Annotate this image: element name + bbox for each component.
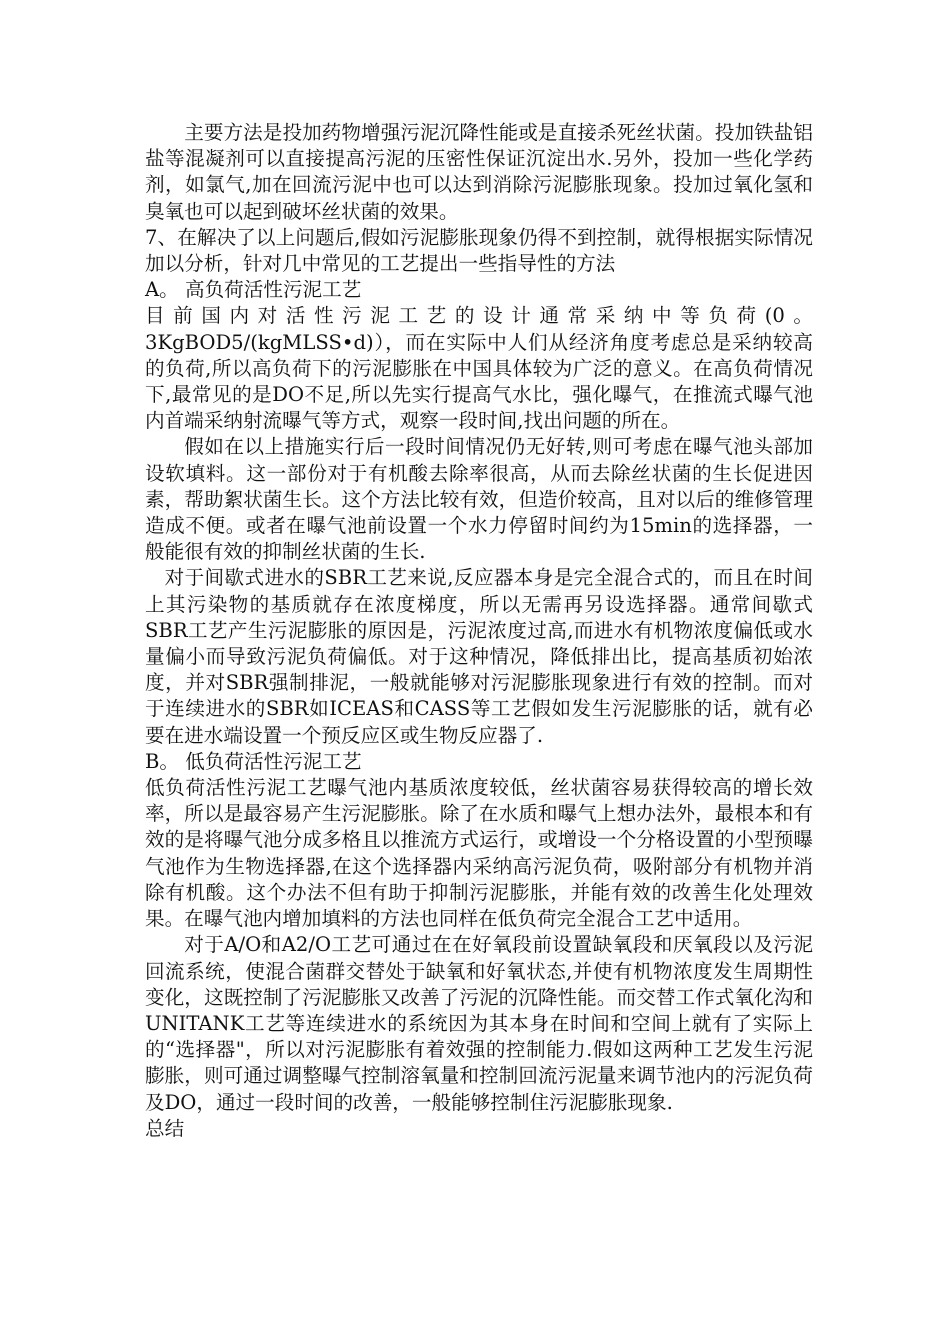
paragraph-sbr-process: 对于间歇式进水的SBR工艺来说,反应器本身是完全混合式的，而且在时间上其污染物的基质就存在浓度梯度，所以无需再另设选择器。通常间歇式SBR工艺产生污泥膨胀的原因是，污泥浓度过高,而进水有机物浓度偏低或水量偏小而导致污泥负荷偏低。对于这种情况，降低排出比，提高基质初始浓度，并对SBR强制排泥，一般就能够对污泥膨胀现象进行有效的控制。而对于连续进水的SBR如ICEAS和CASS等工艺假如发生污泥膨胀的话，就有必要在进水端设置一个预反应区或生物反应器了.: [145, 566, 813, 747]
paragraph-chemical-methods: 主要方法是投加药物增强污泥沉降性能或是直接杀死丝状菌。投加铁盐铝盐等混凝剂可以直接提高污泥的压密性保证沉淀出水.另外，投加一些化学药剂，如氯气,加在回流污泥中也可以达到消除污泥膨胀现象。投加过氧化氢和臭氧也可以起到破坏丝状菌的效果。: [145, 121, 813, 223]
heading-high-load-process: A。 高负荷活性污泥工艺: [145, 278, 362, 302]
paragraph-ao-a2o-process: 对于A/O和A2/O工艺可通过在在好氧段前设置缺氧段和厌氧段以及污泥回流系统，使混合菌群交替处于缺氧和好氧状态,并使有机物浓度发生周期性变化，这既控制了污泥膨胀又改善了污泥的沉降性能。而交替工作式氧化沟和UNITANK工艺等连续进水的系统因为其本身在时间和空间上就有了实际上的“选择器"，所以对污泥膨胀有着效强的控制能力.假如这两种工艺发生污泥膨胀，则可通过调整曝气控制溶氧量和控制回流污泥量来调节池内的污泥负荷及DO，通过一段时间的改善，一般能够控制住污泥膨胀现象.: [145, 933, 813, 1114]
paragraph-high-load-intro: 目前国内对活性污泥工艺的设计通常采纳中等负荷(0。3KgBOD5/(kgMLSS•d)），而在实际中人们从经济角度考虑总是采纳较高的负荷,所以高负荷下的污泥膨胀在中国具体较为广泛的意义。在高负荷情况下,最常见的是DO不足,所以先实行提高气水比，强化曝气，在推流式曝气池内首端采纳射流曝气等方式，观察一段时间,找出问题的所在。: [145, 304, 813, 433]
heading-summary: 总结: [145, 1116, 185, 1140]
paragraph-step-7: 7、在解决了以上问题后,假如污泥膨胀现象仍得不到控制，就得根据实际情况加以分析，针对几中常见的工艺提出一些指导性的方法: [145, 225, 813, 276]
paragraph-soft-filler: 假如在以上措施实行后一段时间情况仍无好转,则可考虑在曝气池头部加设软填料。这一部份对于有机酸去除率很高，从而去除丝状菌的生长促进因素，帮助絮状菌生长。这个方法比较有效，但造价较高，且对以后的维修管理造成不便。或者在曝气池前设置一个水力停留时间约为15min的选择器，一般能很有效的抑制丝状菌的生长.: [145, 435, 813, 564]
heading-low-load-process: B。 低负荷活性污泥工艺: [145, 749, 362, 773]
document-page: [145, 120, 813, 1142]
paragraph-low-load-intro: 低负荷活性污泥工艺曝气池内基质浓度较低，丝状菌容易获得较高的增长效率，所以是最容易产生污泥膨胀。除了在水质和曝气上想办法外，最根本和有效的是将曝气池分成多格且以推流方式运行，或增设一个分格设置的小型预曝气池作为生物选择器,在这个选择器内采纳高污泥负荷，吸附部分有机物并消除有机酸。这个办法不但有助于抑制污泥膨胀，并能有效的改善生化处理效果。在曝气池内增加填料的方法也同样在低负荷完全混合工艺中适用。: [145, 776, 813, 931]
